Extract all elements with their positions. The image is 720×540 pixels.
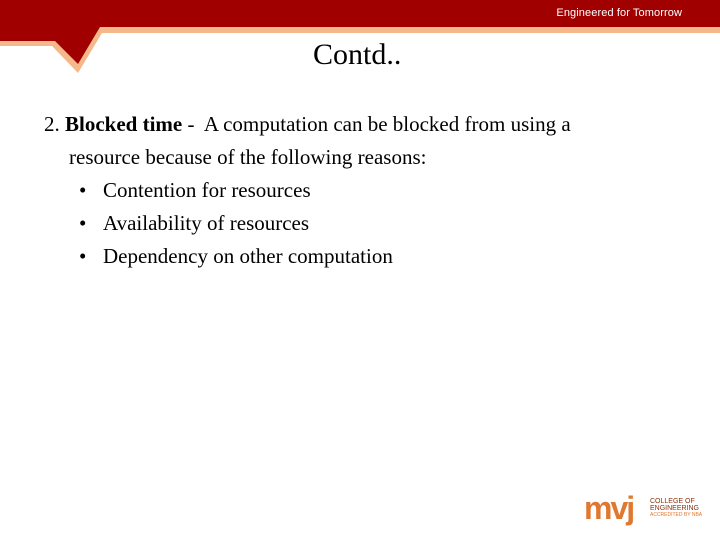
slide-body [44,108,684,273]
list-item [44,240,684,273]
logo-wordmark: mvj [584,490,634,526]
point-number: 2. [44,112,60,136]
college-logo [584,490,706,528]
list-item-text: Contention for resources [103,178,311,202]
list-item-text: Availability of resources [103,211,310,235]
logo-line2: ENGINEERING [650,505,700,512]
point-text-line2: resource because of the following reasons: [69,145,427,169]
logo-text [650,498,706,519]
bullet-glyph: • [79,211,87,235]
point-separator: - [182,112,195,136]
bullet-list [44,174,684,273]
slide-title: Contd.. [313,38,402,71]
logo-line1: COLLEGE OF [650,498,695,505]
list-item [44,207,684,240]
point-line [44,108,684,141]
logo-line3: ACCREDITED BY NBA [650,512,703,518]
point-heading: Blocked time [65,112,183,136]
bullet-glyph: • [79,178,87,202]
point-text-line1: A computation can be blocked from using a [203,112,571,136]
bullet-glyph: • [79,244,87,268]
list-item-text: Dependency on other computation [103,244,393,268]
list-item [44,174,684,207]
header-tagline: Engineered for Tomorrow [556,7,682,19]
